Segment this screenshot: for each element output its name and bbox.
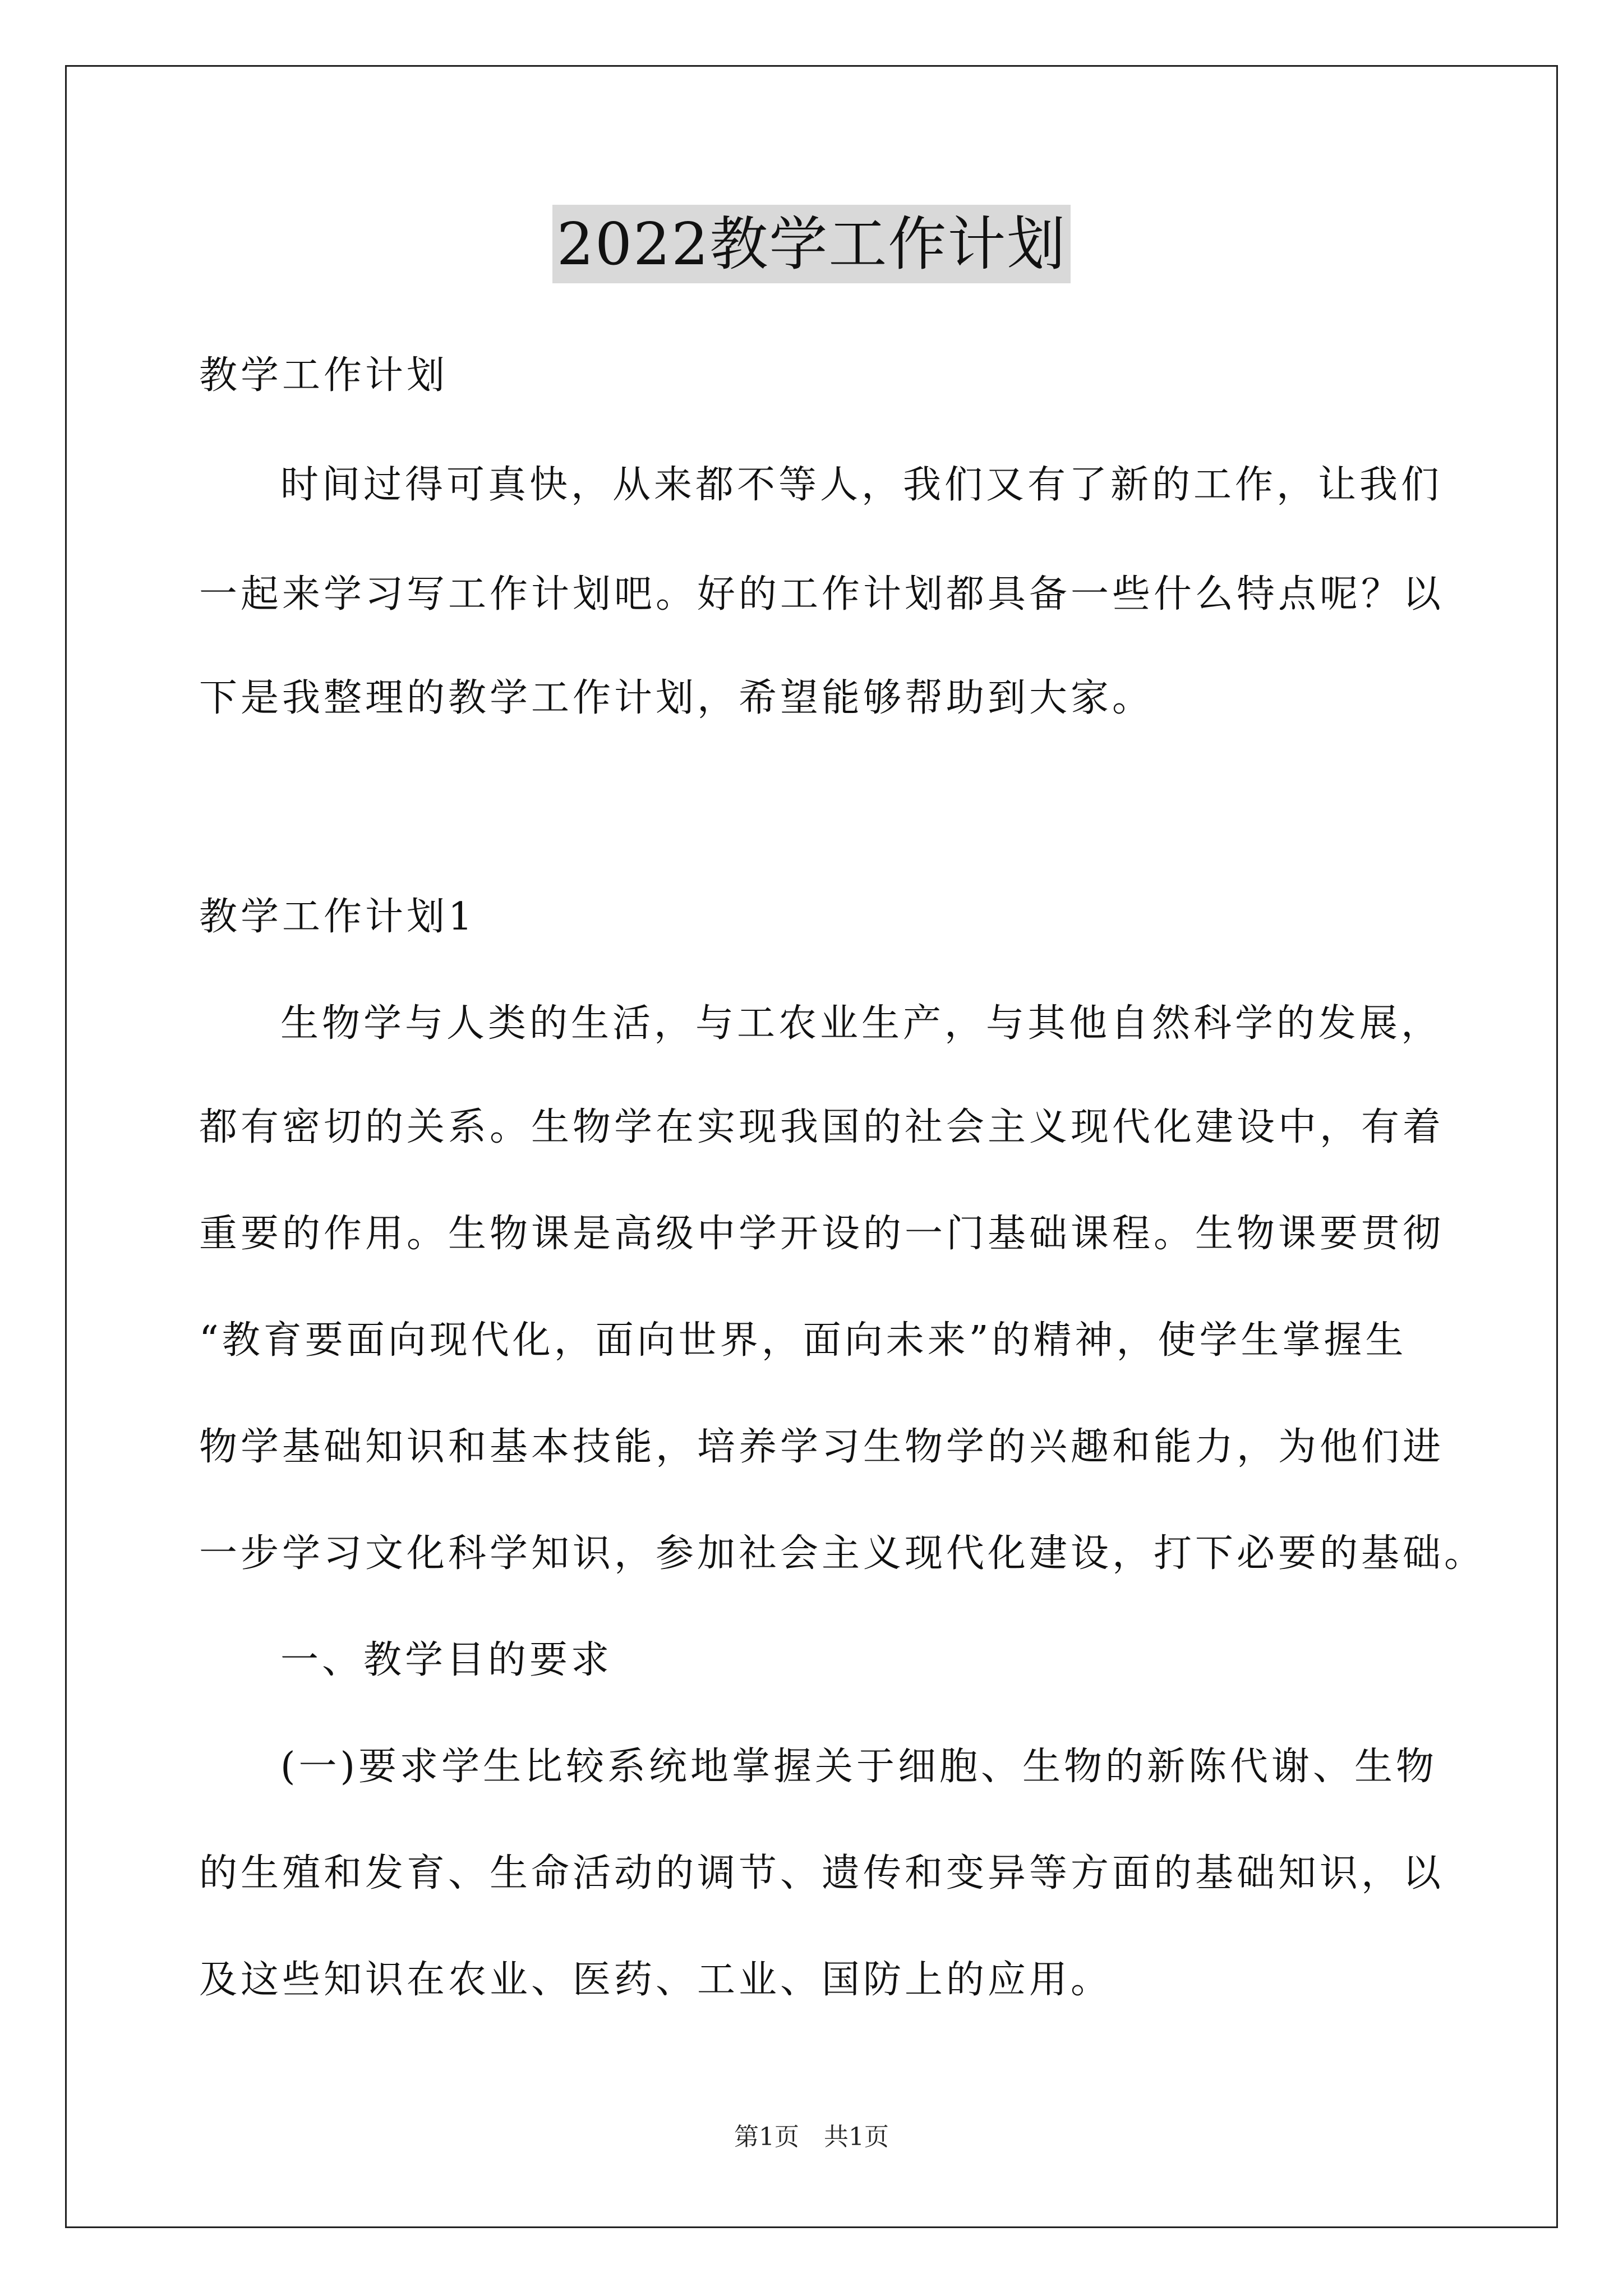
body-paragraph-line: 重要的作用。生物课是高级中学开设的一门基础课程。生物课要贯彻	[199, 1212, 1445, 1256]
body-paragraph-line: 物学基础知识和基本技能，培养学习生物学的兴趣和能力，为他们进	[199, 1425, 1445, 1469]
intro-paragraph-line: 下是我整理的教学工作计划，希望能够帮助到大家。	[199, 676, 1154, 720]
page-footer: 第1页 共1页	[734, 2123, 889, 2151]
intro-paragraph-line: 时间过得可真快，从来都不等人，我们又有了新的工作，让我们	[280, 463, 1443, 507]
intro-heading: 教学工作计划	[199, 353, 449, 398]
list-item-line: 及这些知识在农业、医药、工业、国防上的应用。	[199, 1958, 1113, 2002]
body-paragraph-line: 都有密切的关系。生物学在实现我国的社会主义现代化建设中，有着	[199, 1105, 1445, 1149]
list-item-line: (一)要求学生比较系统地掌握关于细胞、生物的新陈代谢、生物	[280, 1745, 1438, 1789]
list-item-line: 的生殖和发育、生命活动的调节、遗传和变异等方面的基础知识，以	[199, 1851, 1445, 1895]
title-container	[0, 205, 1623, 283]
body-paragraph-line: 生物学与人类的生活，与工农业生产，与其他自然科学的发展，	[280, 1001, 1443, 1046]
document-title: 2022教学工作计划	[552, 205, 1071, 283]
body-paragraph-line: 一步学习文化科学知识，参加社会主义现代化建设，打下必要的基础。	[199, 1531, 1486, 1576]
subheading: 一、教学目的要求	[280, 1638, 613, 1682]
body-paragraph-line: “教育要面向现代化，面向世界，面向未来”的精神，使学生掌握生	[199, 1318, 1407, 1363]
section-heading: 教学工作计划1	[199, 895, 476, 939]
intro-paragraph-line: 一起来学习写工作计划吧。好的工作计划都具备一些什么特点呢？以	[199, 572, 1445, 616]
